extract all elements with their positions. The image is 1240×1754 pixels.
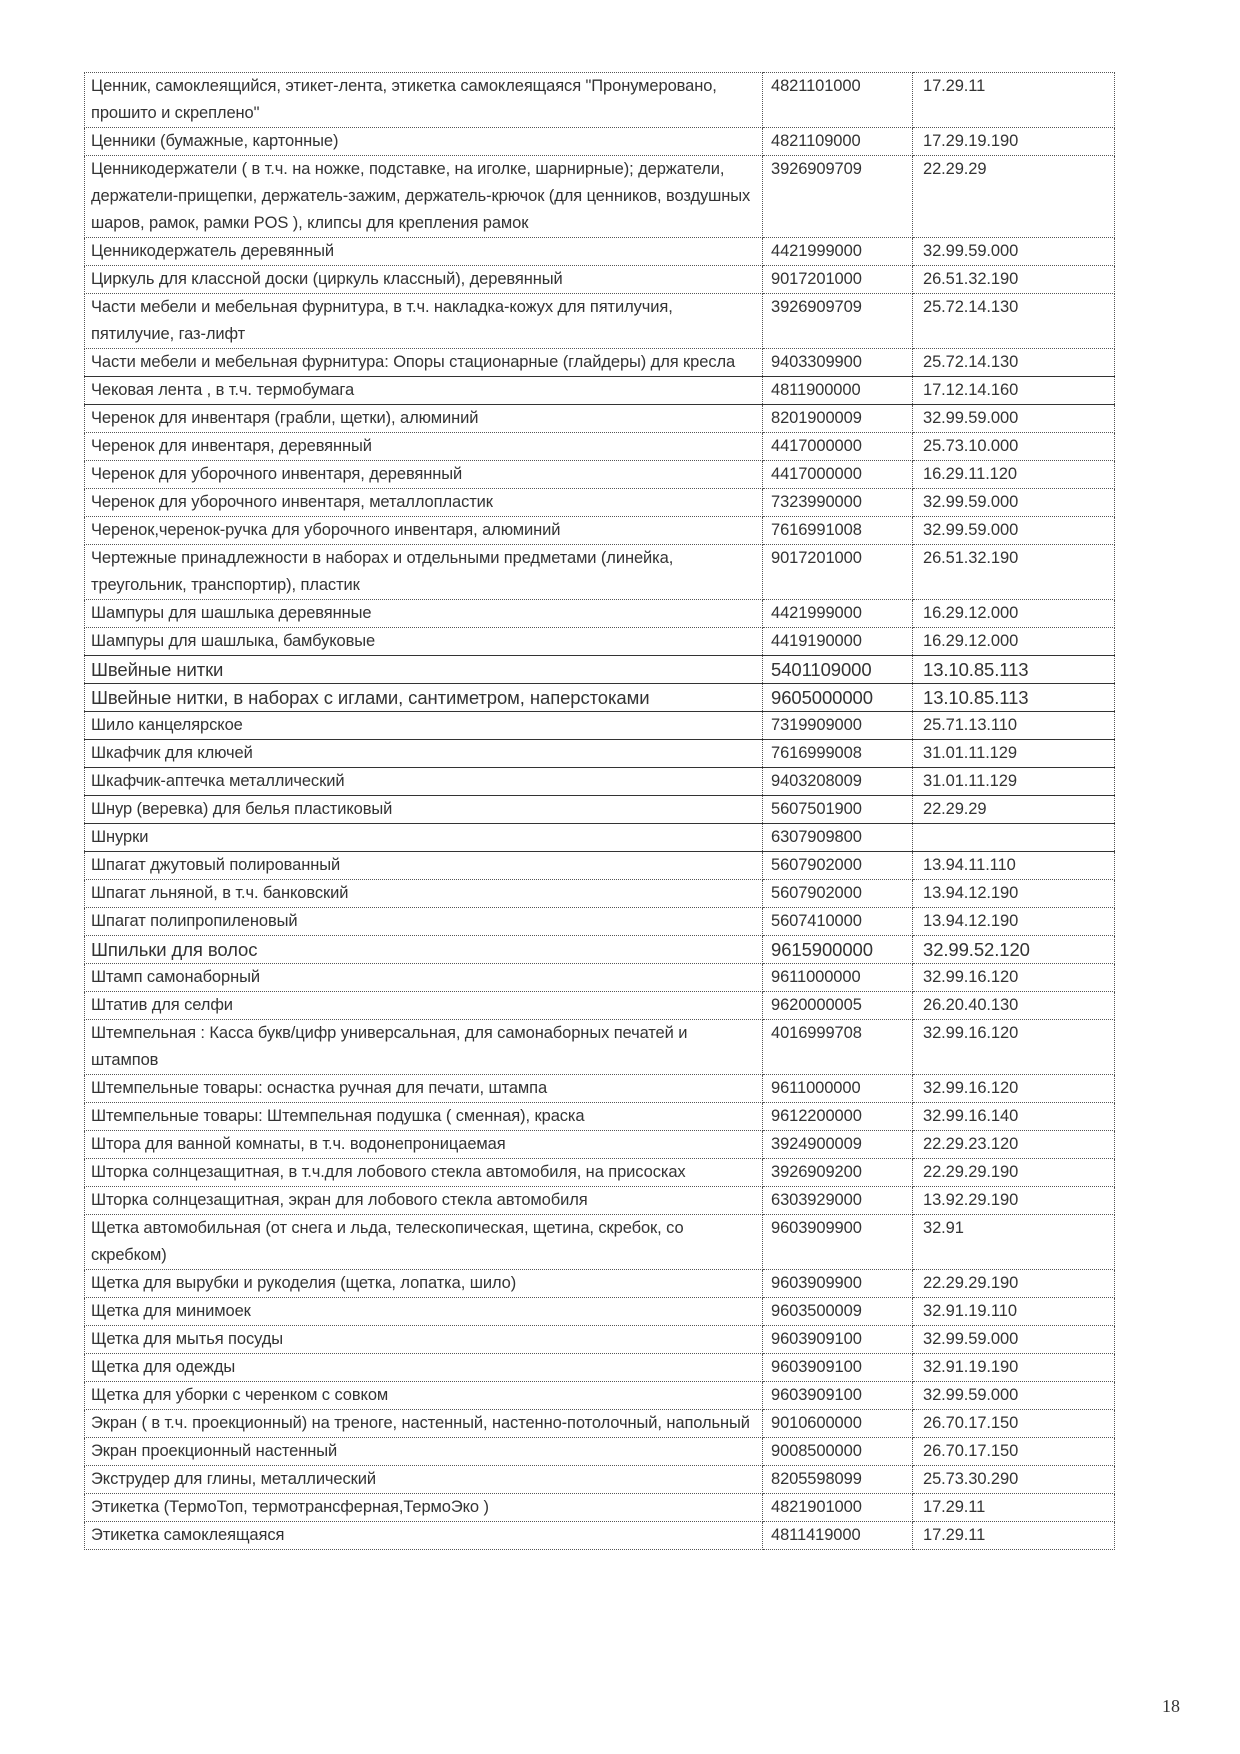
product-name-cell: Штемпельные товары: Штемпельная подушка ( сменная), краска — [85, 1103, 763, 1131]
tnved-code-cell: 9603909100 — [763, 1354, 913, 1382]
tnved-code-cell: 9603909100 — [763, 1382, 913, 1410]
okpd2-code-cell: 16.29.12.000 — [913, 600, 1115, 628]
table-row — [85, 936, 1115, 964]
product-name-cell: Шпильки для волос — [85, 936, 763, 964]
tnved-code-cell: 9017201000 — [763, 545, 913, 600]
tnved-code-cell: 9603909100 — [763, 1326, 913, 1354]
tnved-code-cell: 8201900009 — [763, 405, 913, 433]
okpd2-code-cell: 31.01.11.129 — [913, 768, 1115, 796]
okpd2-code-cell: 16.29.11.120 — [913, 461, 1115, 489]
okpd2-code-cell: 32.99.59.000 — [913, 1382, 1115, 1410]
product-name-cell: Части мебели и мебельная фурнитура, в т.ч. накладка-кожух для пятилучия, пятилучие, газ-лифт — [85, 294, 763, 349]
tnved-code-cell: 4016999708 — [763, 1020, 913, 1075]
table-row — [85, 128, 1115, 156]
okpd2-code-cell: 25.73.10.000 — [913, 433, 1115, 461]
product-name-cell: Черенок для уборочного инвентаря, деревянный — [85, 461, 763, 489]
tnved-code-cell: 9605000000 — [763, 684, 913, 712]
table-row — [85, 1438, 1115, 1466]
product-codes-table — [84, 72, 1115, 1550]
okpd2-code-cell: 32.91.19.110 — [913, 1298, 1115, 1326]
tnved-code-cell: 9403208009 — [763, 768, 913, 796]
table-row — [85, 1187, 1115, 1215]
okpd2-code-cell: 22.29.29.190 — [913, 1270, 1115, 1298]
table-row — [85, 824, 1115, 852]
okpd2-code-cell: 13.92.29.190 — [913, 1187, 1115, 1215]
table-row — [85, 880, 1115, 908]
product-name-cell: Чертежные принадлежности в наборах и отдельными предметами (линейка, треугольник, транспортир), пластик — [85, 545, 763, 600]
product-name-cell: Ценникодержатель деревянный — [85, 238, 763, 266]
table-row — [85, 1103, 1115, 1131]
okpd2-code-cell: 32.99.59.000 — [913, 238, 1115, 266]
tnved-code-cell: 7616999008 — [763, 740, 913, 768]
tnved-code-cell: 9611000000 — [763, 964, 913, 992]
table-row — [85, 740, 1115, 768]
product-name-cell: Шпагат джутовый полированный — [85, 852, 763, 880]
tnved-code-cell: 9010600000 — [763, 1410, 913, 1438]
okpd2-code-cell: 26.70.17.150 — [913, 1438, 1115, 1466]
product-name-cell: Части мебели и мебельная фурнитура: Опоры стационарные (глайдеры) для кресла — [85, 349, 763, 377]
product-name-cell: Шкафчик-аптечка металлический — [85, 768, 763, 796]
table-row — [85, 349, 1115, 377]
okpd2-code-cell: 22.29.29 — [913, 156, 1115, 238]
table-row — [85, 600, 1115, 628]
okpd2-code-cell: 32.99.59.000 — [913, 1326, 1115, 1354]
product-name-cell: Шпагат полипропиленовый — [85, 908, 763, 936]
okpd2-code-cell: 32.99.16.120 — [913, 964, 1115, 992]
tnved-code-cell: 4417000000 — [763, 461, 913, 489]
okpd2-code-cell: 26.70.17.150 — [913, 1410, 1115, 1438]
okpd2-code-cell: 32.99.16.120 — [913, 1020, 1115, 1075]
product-name-cell: Шампуры для шашлыка, бамбуковые — [85, 628, 763, 656]
product-name-cell: Экран проекционный настенный — [85, 1438, 763, 1466]
table-row — [85, 1382, 1115, 1410]
tnved-code-cell: 5607501900 — [763, 796, 913, 824]
table-row — [85, 405, 1115, 433]
table-row — [85, 1020, 1115, 1075]
product-name-cell: Черенок для инвентаря (грабли, щетки), алюминий — [85, 405, 763, 433]
product-name-cell: Экструдер для глины, металлический — [85, 1466, 763, 1494]
product-name-cell: Ценник, самоклеящийся, этикет-лента, этикетка самоклеящаяся "Пронумеровано, прошито и скреплено" — [85, 73, 763, 128]
tnved-code-cell: 4421999000 — [763, 600, 913, 628]
product-name-cell: Шампуры для шашлыка деревянные — [85, 600, 763, 628]
product-name-cell: Шкафчик для ключей — [85, 740, 763, 768]
okpd2-code-cell: 25.73.30.290 — [913, 1466, 1115, 1494]
product-name-cell: Шнурки — [85, 824, 763, 852]
table-row — [85, 266, 1115, 294]
table-row — [85, 908, 1115, 936]
table-row — [85, 238, 1115, 266]
table-row — [85, 1131, 1115, 1159]
table-row — [85, 1075, 1115, 1103]
okpd2-code-cell: 32.91 — [913, 1215, 1115, 1270]
tnved-code-cell: 4811419000 — [763, 1522, 913, 1550]
product-name-cell: Черенок для уборочного инвентаря, металлопластик — [85, 489, 763, 517]
table-row — [85, 1215, 1115, 1270]
okpd2-code-cell: 22.29.29 — [913, 796, 1115, 824]
tnved-code-cell: 5607902000 — [763, 880, 913, 908]
table-row — [85, 433, 1115, 461]
product-name-cell: Швейные нитки — [85, 656, 763, 684]
tnved-code-cell: 4821901000 — [763, 1494, 913, 1522]
tnved-code-cell: 5607902000 — [763, 852, 913, 880]
product-name-cell: Шнур (веревка) для белья пластиковый — [85, 796, 763, 824]
tnved-code-cell: 4421999000 — [763, 238, 913, 266]
tnved-code-cell: 9603909900 — [763, 1270, 913, 1298]
tnved-code-cell: 3926909200 — [763, 1159, 913, 1187]
product-name-cell: Черенок для инвентаря, деревянный — [85, 433, 763, 461]
okpd2-code-cell: 32.99.59.000 — [913, 517, 1115, 545]
okpd2-code-cell: 13.10.85.113 — [913, 684, 1115, 712]
tnved-code-cell: 7319909000 — [763, 712, 913, 740]
product-name-cell: Ценники (бумажные, картонные) — [85, 128, 763, 156]
okpd2-code-cell: 13.10.85.113 — [913, 656, 1115, 684]
tnved-code-cell: 9612200000 — [763, 1103, 913, 1131]
okpd2-code-cell: 17.29.19.190 — [913, 128, 1115, 156]
tnved-code-cell: 8205598099 — [763, 1466, 913, 1494]
tnved-code-cell: 9615900000 — [763, 936, 913, 964]
product-name-cell: Циркуль для классной доски (циркуль классный), деревянный — [85, 266, 763, 294]
okpd2-code-cell: 13.94.11.110 — [913, 852, 1115, 880]
tnved-code-cell: 9008500000 — [763, 1438, 913, 1466]
tnved-code-cell: 6307909800 — [763, 824, 913, 852]
okpd2-code-cell: 32.91.19.190 — [913, 1354, 1115, 1382]
tnved-code-cell: 9403309900 — [763, 349, 913, 377]
okpd2-code-cell: 31.01.11.129 — [913, 740, 1115, 768]
okpd2-code-cell: 32.99.59.000 — [913, 405, 1115, 433]
product-name-cell: Ценникодержатели ( в т.ч. на ножке, подставке, на иголке, шарнирные); держатели, держатели-прищепки, держатель-зажим, держатель-крючок (для ценников, воздушных шаров, рамок, рамки POS ), клипсы для крепления рамок — [85, 156, 763, 238]
product-name-cell: Этикетка самоклеящаяся — [85, 1522, 763, 1550]
product-name-cell: Щетка для уборки с черенком с совком — [85, 1382, 763, 1410]
table-row — [85, 796, 1115, 824]
tnved-code-cell: 4821101000 — [763, 73, 913, 128]
okpd2-code-cell: 17.29.11 — [913, 1522, 1115, 1550]
table-row — [85, 517, 1115, 545]
table-row — [85, 628, 1115, 656]
tnved-code-cell: 3924900009 — [763, 1131, 913, 1159]
okpd2-code-cell: 32.99.52.120 — [913, 936, 1115, 964]
okpd2-code-cell: 26.51.32.190 — [913, 545, 1115, 600]
table-row — [85, 1466, 1115, 1494]
okpd2-code-cell: 26.51.32.190 — [913, 266, 1115, 294]
tnved-code-cell: 9017201000 — [763, 266, 913, 294]
table-row — [85, 156, 1115, 238]
product-name-cell: Щетка для одежды — [85, 1354, 763, 1382]
tnved-code-cell: 5401109000 — [763, 656, 913, 684]
tnved-code-cell: 9603909900 — [763, 1215, 913, 1270]
tnved-code-cell: 4821109000 — [763, 128, 913, 156]
page-number: 18 — [1162, 1696, 1180, 1716]
table-row — [85, 1270, 1115, 1298]
okpd2-code-cell: 22.29.23.120 — [913, 1131, 1115, 1159]
product-name-cell: Штатив для селфи — [85, 992, 763, 1020]
table-row — [85, 377, 1115, 405]
okpd2-code-cell: 16.29.12.000 — [913, 628, 1115, 656]
okpd2-code-cell: 32.99.16.140 — [913, 1103, 1115, 1131]
table-row — [85, 73, 1115, 128]
table-body — [85, 73, 1115, 1550]
okpd2-code-cell: 22.29.29.190 — [913, 1159, 1115, 1187]
tnved-code-cell: 4811900000 — [763, 377, 913, 405]
table-row — [85, 852, 1115, 880]
tnved-code-cell: 3926909709 — [763, 156, 913, 238]
product-name-cell: Щетка автомобильная (от снега и льда, телескопическая, щетина, скребок, со скребком) — [85, 1215, 763, 1270]
product-name-cell: Швейные нитки, в наборах с иглами, сантиметром, наперстоками — [85, 684, 763, 712]
tnved-code-cell: 4419190000 — [763, 628, 913, 656]
table-row — [85, 656, 1115, 684]
table-row — [85, 1522, 1115, 1550]
product-name-cell: Экран ( в т.ч. проекционный) на треноге, настенный, настенно-потолочный, напольный — [85, 1410, 763, 1438]
tnved-code-cell: 6303929000 — [763, 1187, 913, 1215]
product-name-cell: Шпагат льняной, в т.ч. банковский — [85, 880, 763, 908]
okpd2-code-cell: 32.99.16.120 — [913, 1075, 1115, 1103]
product-name-cell: Штемпельные товары: оснастка ручная для печати, штампа — [85, 1075, 763, 1103]
table-row — [85, 1326, 1115, 1354]
tnved-code-cell: 7616991008 — [763, 517, 913, 545]
tnved-code-cell: 3926909709 — [763, 294, 913, 349]
table-row — [85, 489, 1115, 517]
tnved-code-cell: 5607410000 — [763, 908, 913, 936]
table-row — [85, 712, 1115, 740]
okpd2-code-cell: 25.72.14.130 — [913, 349, 1115, 377]
product-name-cell: Этикетка (ТермоТоп, термотрансферная,ТермоЭко ) — [85, 1494, 763, 1522]
tnved-code-cell: 9611000000 — [763, 1075, 913, 1103]
okpd2-code-cell: 13.94.12.190 — [913, 880, 1115, 908]
okpd2-code-cell: 17.12.14.160 — [913, 377, 1115, 405]
table-row — [85, 1354, 1115, 1382]
table-row — [85, 768, 1115, 796]
product-name-cell: Щетка для мытья посуды — [85, 1326, 763, 1354]
product-name-cell: Штемпельная : Касса букв/цифр универсальная, для самонаборных печатей и штампов — [85, 1020, 763, 1075]
product-name-cell: Чековая лента , в т.ч. термобумага — [85, 377, 763, 405]
tnved-code-cell: 7323990000 — [763, 489, 913, 517]
product-name-cell: Штора для ванной комнаты, в т.ч. водонепроницаемая — [85, 1131, 763, 1159]
okpd2-code-cell: 32.99.59.000 — [913, 489, 1115, 517]
product-name-cell: Щетка для минимоек — [85, 1298, 763, 1326]
product-name-cell: Щетка для вырубки и рукоделия (щетка, лопатка, шило) — [85, 1270, 763, 1298]
okpd2-code-cell: 25.72.14.130 — [913, 294, 1115, 349]
tnved-code-cell: 4417000000 — [763, 433, 913, 461]
okpd2-code-cell: 13.94.12.190 — [913, 908, 1115, 936]
product-name-cell: Черенок,черенок-ручка для уборочного инвентаря, алюминий — [85, 517, 763, 545]
table-row — [85, 684, 1115, 712]
table-row — [85, 1410, 1115, 1438]
okpd2-code-cell: 17.29.11 — [913, 73, 1115, 128]
tnved-code-cell: 9620000005 — [763, 992, 913, 1020]
table-row — [85, 545, 1115, 600]
table-row — [85, 1494, 1115, 1522]
okpd2-code-cell: 25.71.13.110 — [913, 712, 1115, 740]
table-row — [85, 992, 1115, 1020]
table-row — [85, 461, 1115, 489]
table-row — [85, 294, 1115, 349]
okpd2-code-cell: 26.20.40.130 — [913, 992, 1115, 1020]
table-row — [85, 1298, 1115, 1326]
product-name-cell: Шторка солнцезащитная, экран для лобового стекла автомобиля — [85, 1187, 763, 1215]
okpd2-code-cell — [913, 824, 1115, 852]
tnved-code-cell: 9603500009 — [763, 1298, 913, 1326]
product-name-cell: Штамп самонаборный — [85, 964, 763, 992]
product-name-cell: Шторка солнцезащитная, в т.ч.для лобового стекла автомобиля, на присосках — [85, 1159, 763, 1187]
table-row — [85, 964, 1115, 992]
product-name-cell: Шило канцелярское — [85, 712, 763, 740]
okpd2-code-cell: 17.29.11 — [913, 1494, 1115, 1522]
table-row — [85, 1159, 1115, 1187]
